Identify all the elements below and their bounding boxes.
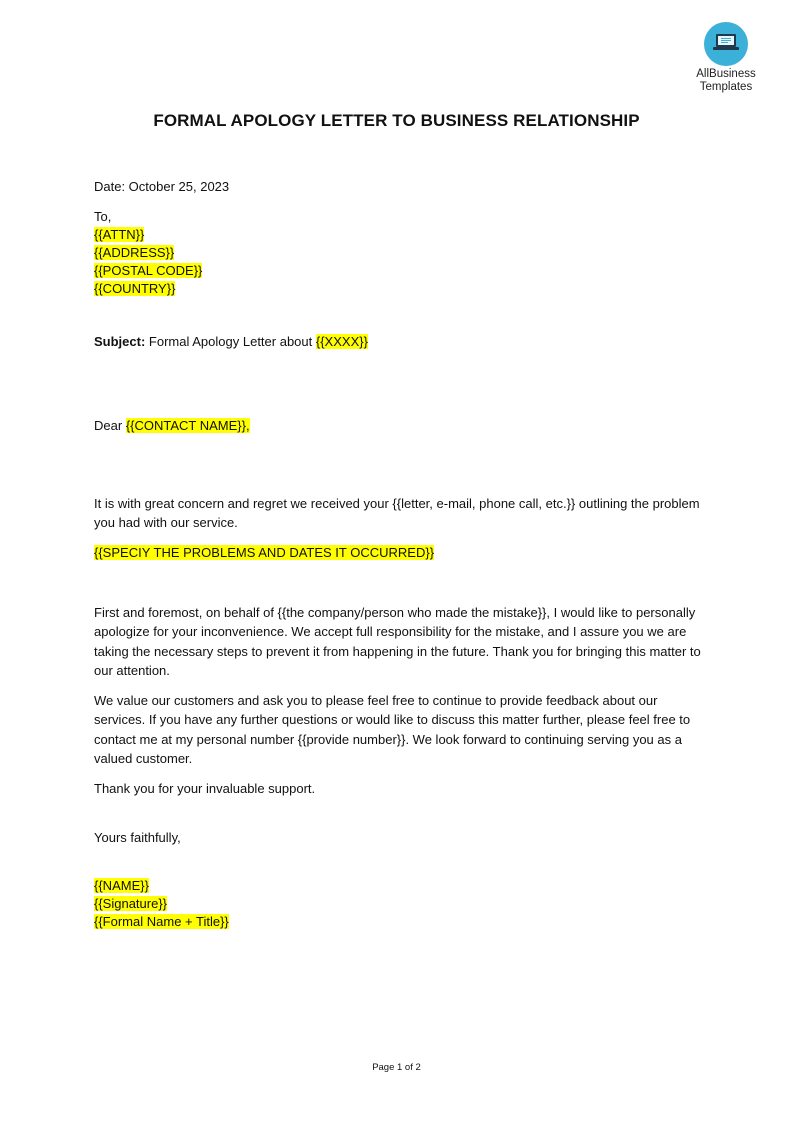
- subject-label: Subject:: [94, 334, 146, 349]
- signature-name: {{NAME}}: [94, 878, 149, 893]
- body-paragraph-1: It is with great concern and regret we received your {{letter, e-mail, phone call, etc.}} outlining the problem you had with our service.: [94, 496, 700, 531]
- brand-line-1: AllBusiness: [696, 68, 756, 80]
- letter-date: Date: October 25, 2023: [94, 179, 230, 194]
- recipient-country: {{COUNTRY}}: [94, 281, 176, 296]
- body-paragraph-2: First and foremost, on behalf of {{the company/person who made the mistake}}, I would like to personally apologize for your inconvenience. We accept full responsibility for the mistake, and I assure you we are taking the necessary steps to prevent it from happening in the future. Thank you for bringing this matter to our attention.: [94, 605, 701, 678]
- brand-logo: [690, 22, 762, 94]
- brand-line-2: Templates: [699, 81, 753, 93]
- subject-text: Formal Apology Letter about: [148, 334, 313, 349]
- recipient-attn: {{ATTN}}: [94, 227, 145, 242]
- body-paragraph-4: Thank you for your invaluable support.: [94, 781, 316, 796]
- contact-name-placeholder: {{CONTACT NAME}},: [125, 418, 250, 433]
- signature-formal-title: {{Formal Name + Title}}: [94, 914, 229, 929]
- recipient-address: {{ADDRESS}}: [94, 245, 175, 260]
- greeting-text: Dear: [94, 418, 123, 433]
- page-number: Page 1 of 2: [372, 1062, 421, 1073]
- laptop-icon: [704, 22, 748, 66]
- body-paragraph-3: We value our customers and ask you to please feel free to continue to provide feedback about our services. If you have any further questions or would like to discuss this matter further, please feel free to contact me at my personal number {{provide number}}. We look forward to continuing serving you as a valued customer.: [94, 693, 691, 766]
- subject-line: [94, 332, 368, 351]
- recipient-postal-code: {{POSTAL CODE}}: [94, 263, 203, 278]
- signature-line: {{Signature}}: [94, 896, 168, 911]
- problems-placeholder: {{SPECIY THE PROBLEMS AND DATES IT OCCURRED}}: [94, 545, 435, 560]
- page-title: FORMAL APOLOGY LETTER TO BUSINESS RELATIONSHIP: [153, 111, 640, 130]
- recipient-to: To,: [94, 209, 112, 224]
- closing: Yours faithfully,: [94, 830, 181, 845]
- greeting: [94, 416, 250, 435]
- subject-placeholder: {{XXXX}}: [315, 334, 368, 349]
